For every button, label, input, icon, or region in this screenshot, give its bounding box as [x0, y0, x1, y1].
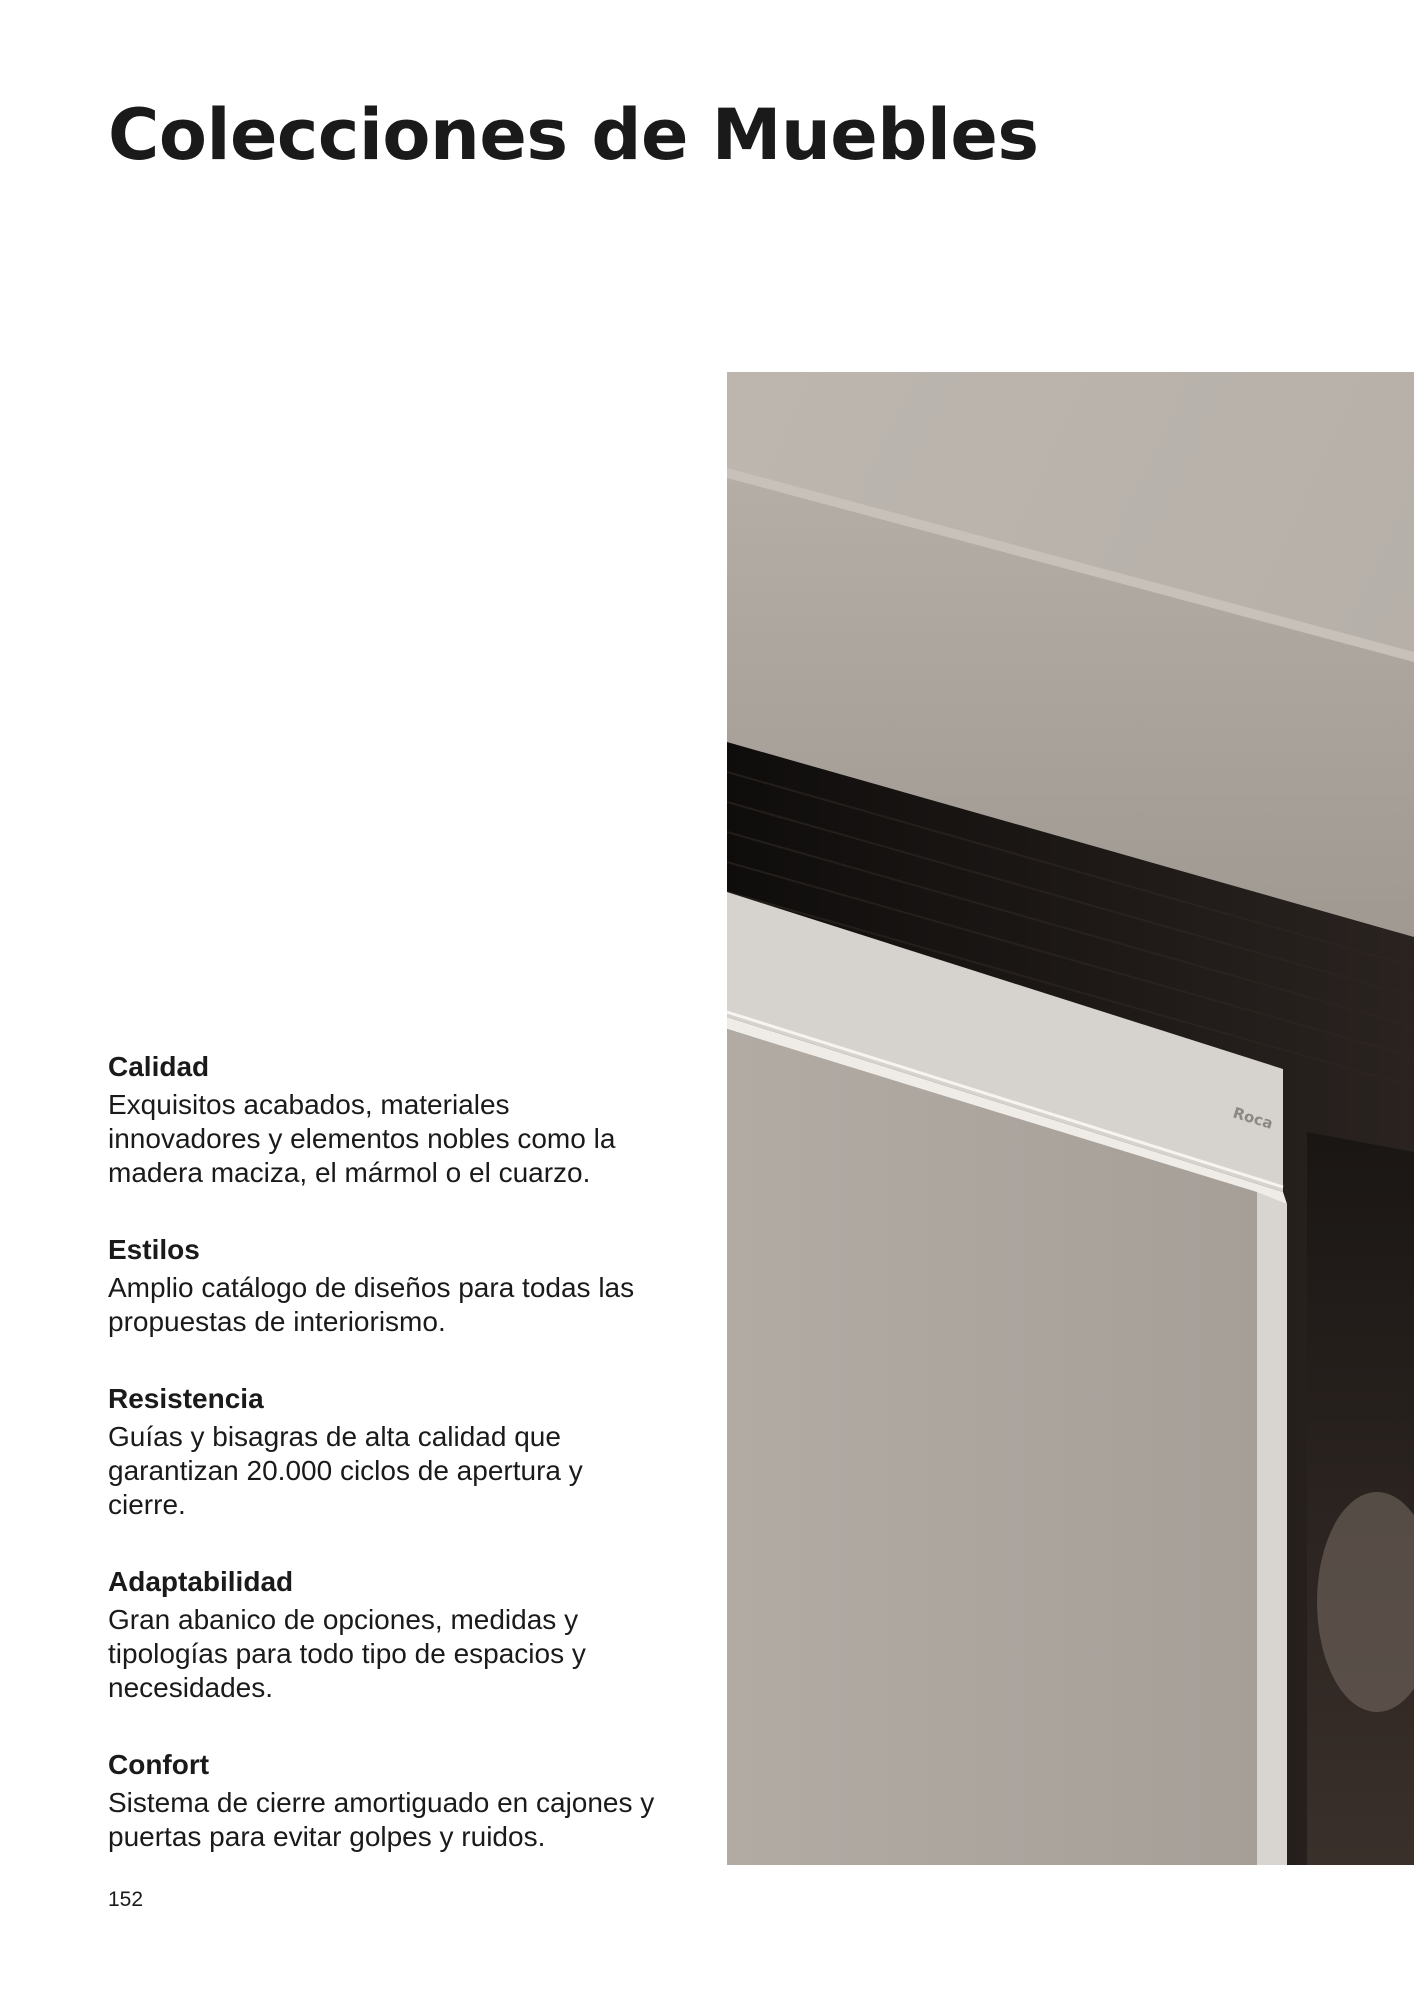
feature-text: Guías y bisagras de alta calidad que garantizan 20.000 ciclos de apertura y cierre. — [108, 1421, 583, 1520]
feature-estilos — [108, 1233, 708, 1339]
feature-confort — [108, 1748, 708, 1854]
roca-logo: Roca — [1230, 1103, 1276, 1133]
feature-adaptabilidad — [108, 1565, 708, 1705]
feature-text: Sistema de cierre amortiguado en cajones y puertas para evitar golpes y ruidos. — [108, 1787, 655, 1852]
furniture-illustration — [727, 372, 1414, 1865]
feature-title: Adaptabilidad — [108, 1566, 294, 1597]
feature-text: Exquisitos acabados, materiales innovadores y elementos nobles como la madera maciza, el mármol o el cuarzo. — [108, 1089, 616, 1188]
feature-calidad — [108, 1050, 708, 1190]
feature-resistencia — [108, 1382, 708, 1522]
page-title: Colecciones de Muebles — [108, 94, 1039, 176]
feature-text: Gran abanico de opciones, medidas y tipologías para todo tipo de espacios y necesidades. — [108, 1604, 586, 1703]
furniture-photo — [727, 372, 1414, 1865]
feature-title: Calidad — [108, 1051, 210, 1082]
feature-list — [108, 1050, 708, 1897]
feature-title: Estilos — [108, 1234, 200, 1265]
feature-title: Confort — [108, 1749, 210, 1780]
page-number: 152 — [108, 1888, 144, 1911]
feature-title: Resistencia — [108, 1383, 264, 1414]
door-edge-shape — [1257, 1192, 1287, 1865]
feature-text: Amplio catálogo de diseños para todas las propuestas de interiorismo. — [108, 1272, 635, 1337]
